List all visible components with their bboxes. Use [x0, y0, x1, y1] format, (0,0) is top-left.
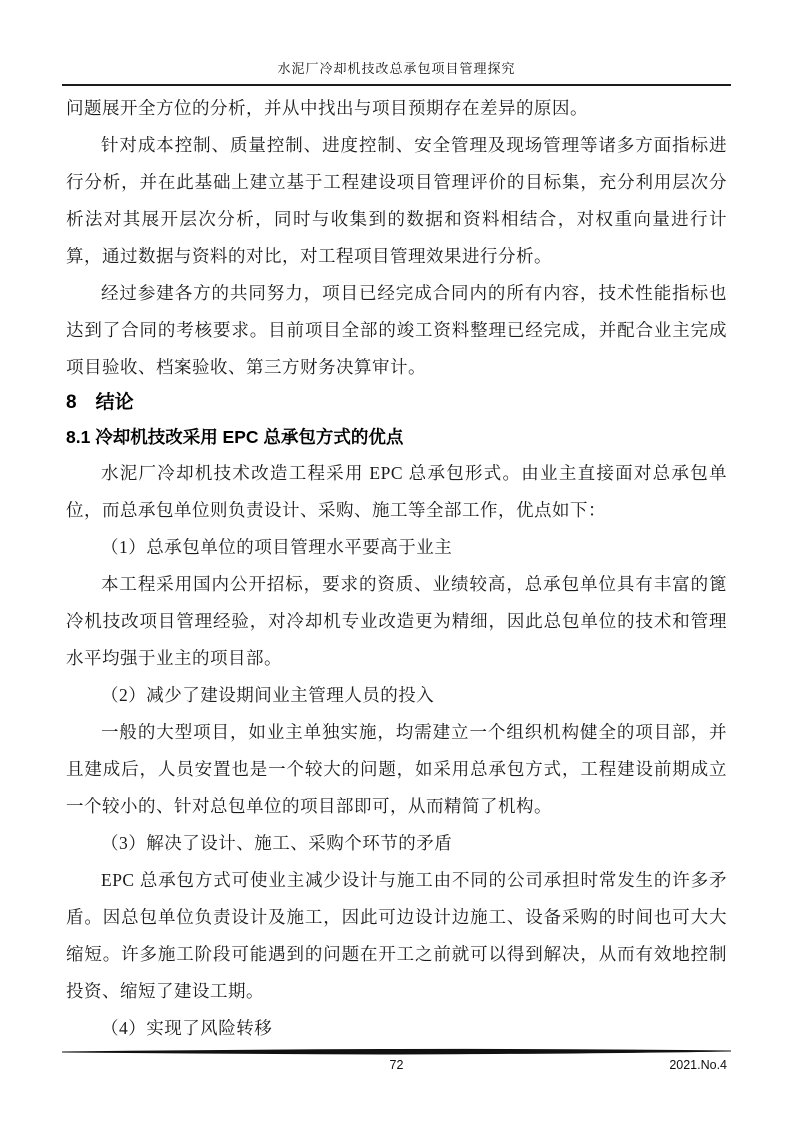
list-item-advantage2-title: （2）减少了建设期间业主管理人员的投入 — [101, 685, 435, 705]
footer-issue-label: 2021.No.4 — [669, 1058, 727, 1072]
list-item-advantage4-title: （4）实现了风险转移 — [101, 1018, 273, 1038]
paragraph-analysis: 针对成本控制、质量控制、进度控制、安全管理及现场管理等诸多方面指标进行分析，并在此基础上建立基于工程建设项目管理评价的目标集，充分利用层次分析法对其展开层次分析，同时与收集到的数据和资料相结合，对权重向量进行计算，通过数据与资料的对比，对工程项目管理效果进行分析。 — [66, 135, 727, 266]
list-item-advantage1-title: （1）总承包单位的项目管理水平要高于业主 — [101, 537, 453, 557]
running-head-title: 水泥厂冷却机技改总承包项目管理探究 — [277, 61, 516, 76]
paragraph-advantage3-body: EPC 总承包方式可使业主减少设计与施工由不同的公司承担时常发生的许多矛盾。因总包单位负责设计及施工，因此可边设计边施工、设备采购的时间也可大大缩短。许多施工阶段可能遇到的问题在开工之前就可以得到解决，从而有效地控制投资、缩短了建设工期。 — [66, 870, 727, 1001]
paragraph-continuation: 问题展开全方位的分析，并从中找出与项目预期存在差异的原因。 — [66, 98, 588, 118]
list-item-advantage3-title: （3）解决了设计、施工、采购个环节的矛盾 — [101, 833, 453, 853]
footer-rule — [62, 1048, 731, 1056]
paragraph-epc-intro: 水泥厂冷却机技术改造工程采用 EPC 总承包形式。由业主直接面对总承包单位，而总承包单位则负责设计、采购、施工等全部工作，优点如下： — [66, 463, 727, 520]
body-text — [66, 90, 727, 1047]
subsection-heading-epc-advantages: 8.1 冷却机技改采用 EPC 总承包方式的优点 — [66, 427, 404, 447]
paragraph-advantage2-body: 一般的大型项目，如业主单独实施，均需建立一个组织机构健全的项目部，并且建成后，人员安置也是一个较大的问题，如采用总承包方式，工程建设前期成立一个较小的、针对总包单位的项目部即可，从而精简了机构。 — [66, 722, 727, 816]
header-rule — [62, 84, 731, 86]
paragraph-advantage1-body: 本工程采用国内公开招标，要求的资质、业绩较高，总承包单位具有丰富的篦冷机技改项目管理经验，对冷却机专业改造更为精细，因此总包单位的技术和管理水平均强于业主的项目部。 — [66, 574, 727, 668]
footer-page-number: 72 — [389, 1058, 404, 1072]
section-heading-conclusion: 8 结论 — [66, 392, 134, 413]
paragraph-completion: 经过参建各方的共同努力，项目已经完成合同内的所有内容，技术性能指标也达到了合同的考核要求。目前项目全部的竣工资料整理已经完成，并配合业主完成项目验收、档案验收、第三方财务决算审计。 — [66, 283, 727, 377]
